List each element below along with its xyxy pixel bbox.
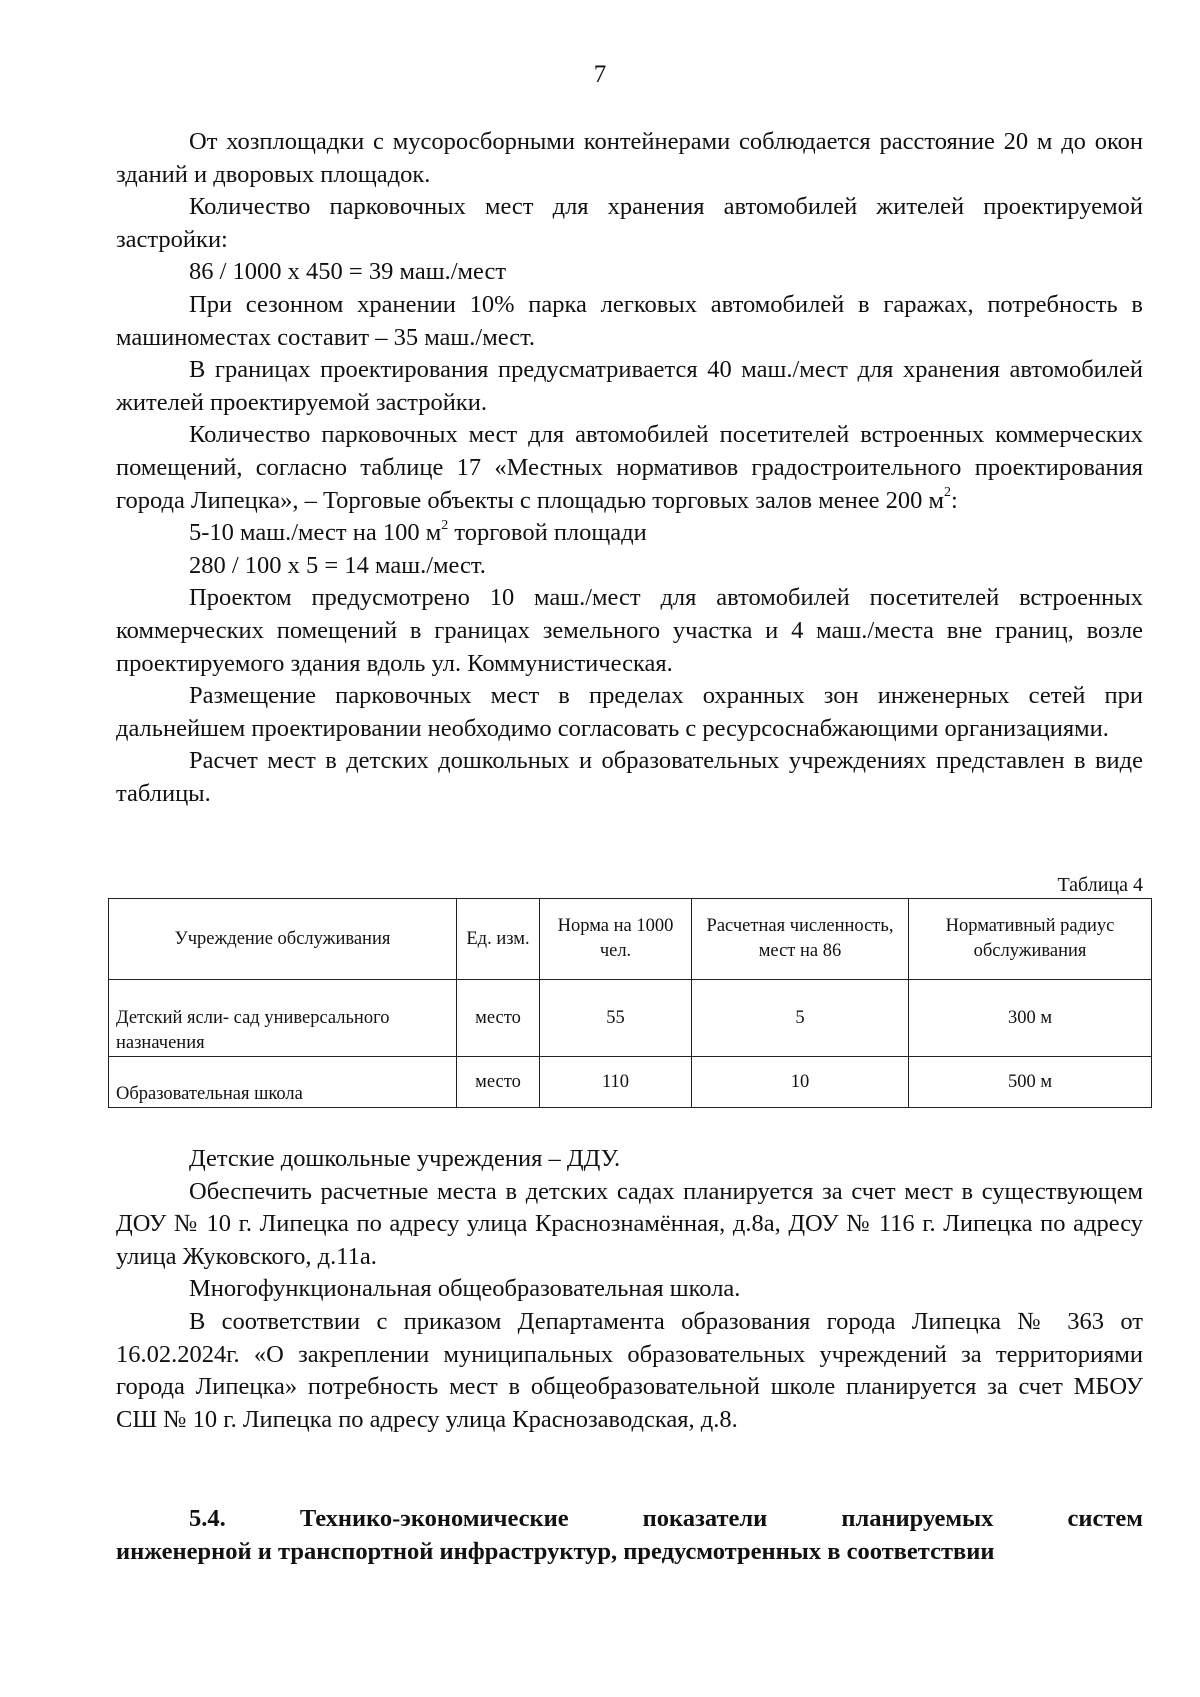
heading-word: планируемых <box>841 1505 994 1532</box>
paragraph-project-provides: Проектом предусмотрено 10 маш./мест для автомобилей посетителей встроенных коммерческих помещений в границах земельного участка и 4 маш./места вне границ, возле проектируемого здания вдоль ул. Коммунистическая. <box>116 584 1143 677</box>
paragraph-ddu: Детские дошкольные учреждения – ДДУ. <box>189 1145 621 1172</box>
cell-institution: Детский ясли- сад универсального назначения <box>109 980 457 1057</box>
paragraph-waste-site: От хозплощадки с мусоросборными контейнерами соблюдается расстояние 20 м до окон зданий и дворовых площадок. <box>116 128 1143 188</box>
cell-radius: 300 м <box>909 980 1152 1057</box>
superscript-2: 2 <box>441 517 449 533</box>
text-block-top <box>116 126 1143 810</box>
page-number: 7 <box>593 61 607 88</box>
heading-word: Технико-экономические <box>299 1505 569 1532</box>
heading-line-2: инженерной и транспортной инфраструктур, предусмотренных в соответствии <box>116 1537 995 1565</box>
cell-unit: место <box>457 1057 540 1108</box>
cell-unit: место <box>457 980 540 1057</box>
paragraph-kindergartens: Обеспечить расчетные места в детских садах планируется за счет мест в существующем ДОУ № 10 г. Липецка по адресу улица Краснознамённая, д.8а, ДОУ № 116 г. Липецка по адресу улица Жуковского, д.11а. <box>116 1177 1143 1270</box>
cell-calculated: 5 <box>692 980 909 1057</box>
paragraph-protection-zones: Размещение парковочных мест в пределах охранных зон инженерных сетей при дальнейшем проектировании необходимо согласовать с ресурсоснабжающими организациями. <box>116 682 1143 742</box>
table-header-row <box>109 899 1152 980</box>
heading-word: систем <box>1067 1505 1143 1532</box>
heading-line-1 <box>116 1503 1143 1536</box>
header-radius: Нормативный радиус обслуживания <box>909 899 1152 980</box>
norm-per-area <box>116 517 1143 550</box>
superscript-2: 2 <box>943 485 951 501</box>
header-institution: Учреждение обслуживания <box>109 899 457 980</box>
paragraph-seasonal-storage: При сезонном хранении 10% парка легковых автомобилей в гаражах, потребность в машиноместах составит – 35 маш./мест. <box>116 290 1143 351</box>
norm-text: 5-10 маш./мест на 100 м <box>189 519 442 547</box>
header-norm: Норма на 1000 чел. <box>540 899 692 980</box>
commercial-parking-text: Количество парковочных мест для автомобилей посетителей встроенных коммерческих помещений, согласно таблице 17 «Местных нормативов градостроительного проектирования города Липецка», – Торговые объекты с площадью торговых залов менее 200 м <box>116 421 1143 514</box>
section-heading <box>116 1503 1143 1568</box>
table-caption: Таблица 4 <box>1057 874 1143 896</box>
cell-norm: 55 <box>540 980 692 1057</box>
cell-institution: Образовательная школа <box>109 1057 457 1108</box>
table-row <box>109 1057 1152 1108</box>
heading-word: показатели <box>642 1505 768 1532</box>
paragraph-table-intro: Расчет мест в детских дошкольных и образовательных учреждениях представлен в виде таблицы. <box>116 747 1143 807</box>
paragraph-commercial-parking <box>116 419 1143 517</box>
header-calculated: Расчетная численность, мест на 86 <box>692 899 909 980</box>
header-unit: Ед. изм. <box>457 899 540 980</box>
norm-text-end: торговой площади <box>448 519 647 547</box>
paragraph-school-title: Многофункциональная общеобразовательная школа. <box>189 1275 741 1303</box>
heading-number: 5.4. <box>189 1505 226 1532</box>
formula-commercial: 280 / 100 х 5 = 14 маш./мест. <box>189 551 486 579</box>
text-block-bottom <box>116 1143 1143 1436</box>
paragraph-parking-residents: Количество парковочных мест для хранения автомобилей жителей проектируемой застройки: <box>116 193 1143 253</box>
formula-residents: 86 / 1000 х 450 = 39 маш./мест <box>189 258 507 286</box>
colon: : <box>950 486 958 514</box>
cell-radius: 500 м <box>909 1057 1152 1108</box>
paragraph-planned-parking: В границах проектирования предусматривается 40 маш./мест для хранения автомобилей жителей проектируемой застройки. <box>116 356 1143 416</box>
cell-calculated: 10 <box>692 1057 909 1108</box>
paragraph-department-order: В соответствии с приказом Департамента образования города Липецка № 363 от 16.02.2024г. «О закреплении муниципальных образовательных учреждений за территориями города Липецка» потребность мест в общеобразовательной школе планируется за счет МБОУ СШ № 10 г. Липецка по адресу улица Краснозаводская, д.8. <box>116 1307 1143 1433</box>
education-facilities-table <box>108 898 1152 1108</box>
cell-norm: 110 <box>540 1057 692 1108</box>
table-row <box>109 980 1152 1057</box>
